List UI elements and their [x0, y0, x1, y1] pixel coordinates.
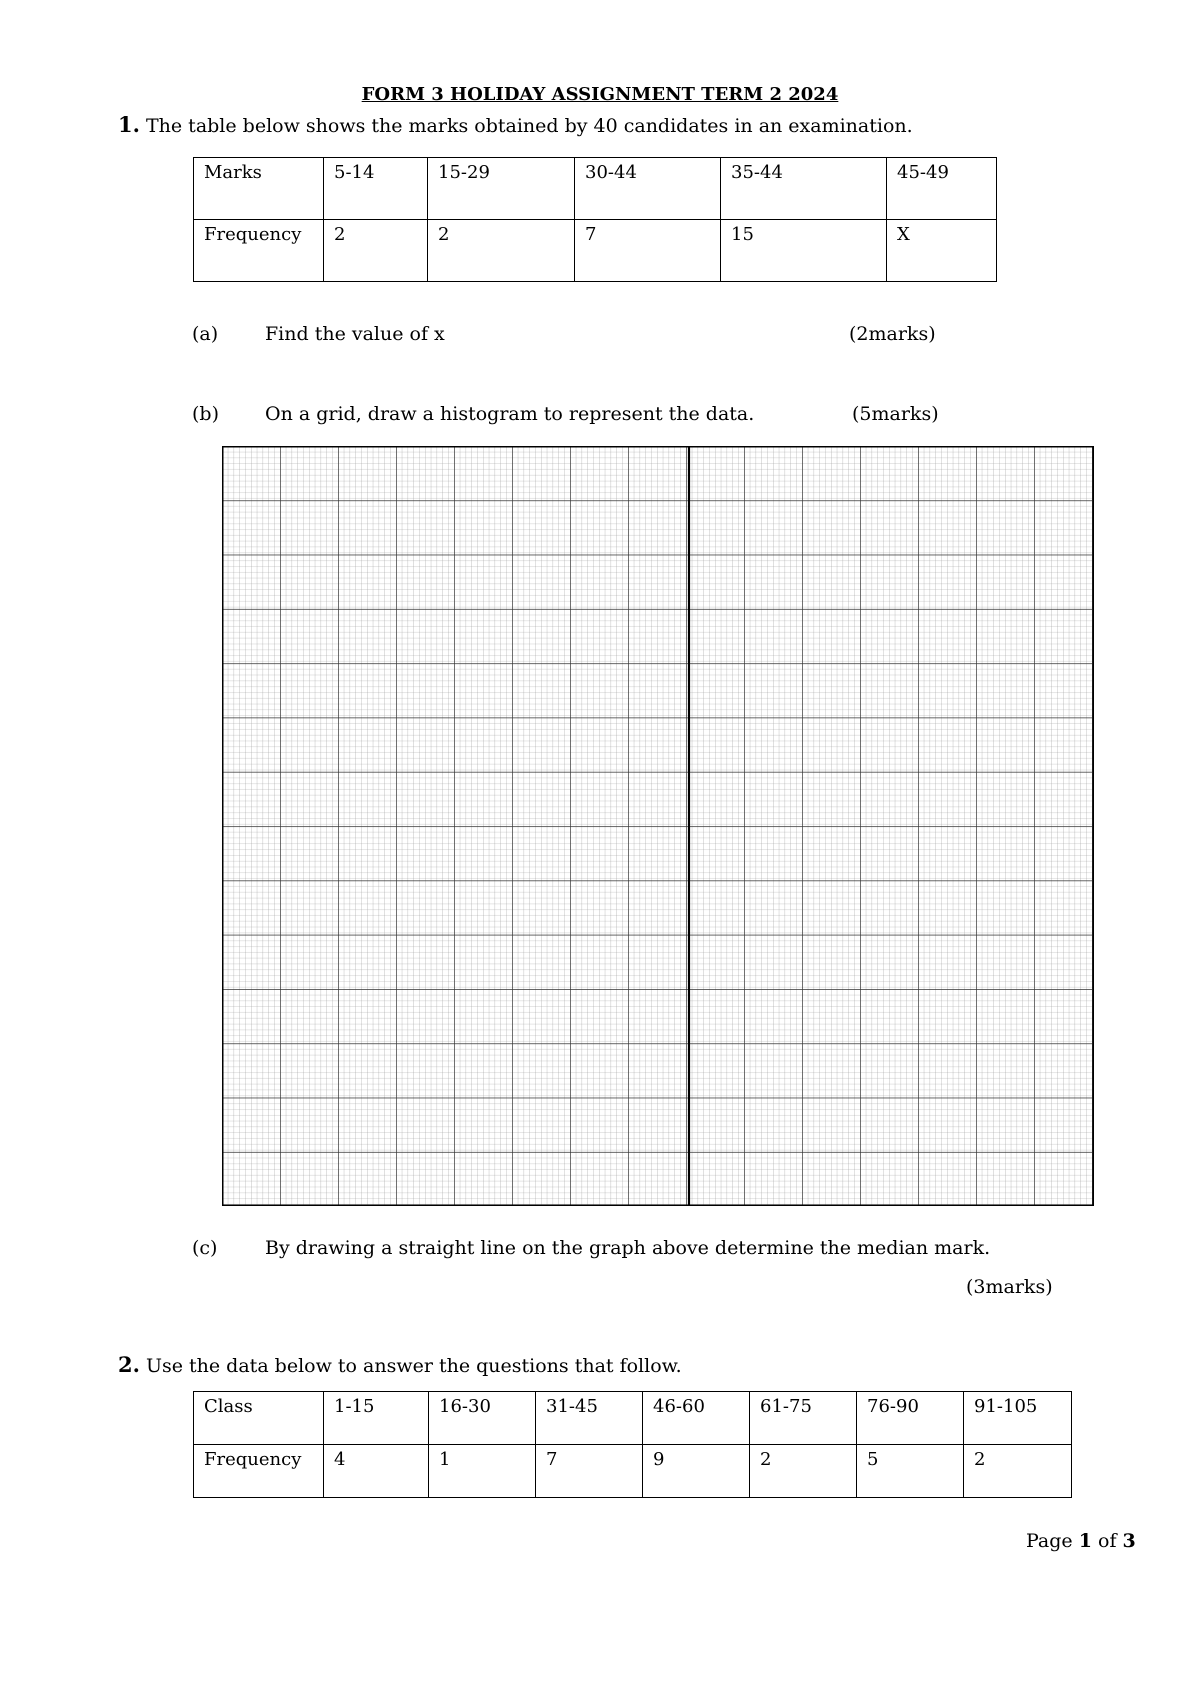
table-cell: 1 — [429, 1445, 536, 1498]
table-cell: 4 — [324, 1445, 429, 1498]
grid-squares — [222, 446, 1094, 1206]
question-1-number: 1. — [118, 112, 140, 137]
table-cell: Class — [194, 1392, 324, 1445]
page-title: FORM 3 HOLIDAY ASSIGNMENT TERM 2 2024 — [361, 84, 839, 105]
table-cell: 91-105 — [964, 1392, 1072, 1445]
class-frequency-table — [193, 1391, 1072, 1498]
table-cell: Marks — [194, 158, 324, 220]
current-page: 1 — [1078, 1530, 1092, 1552]
table-cell: 9 — [643, 1445, 750, 1498]
table-cell: 15-29 — [428, 158, 575, 220]
part-b-text: On a grid, draw a histogram to represent the data. — [265, 403, 755, 425]
table-cell: 35-44 — [721, 158, 887, 220]
table-cell: 45-49 — [887, 158, 997, 220]
part-a-marks: (2marks) — [849, 323, 936, 345]
table-cell: 15 — [721, 220, 887, 282]
table-cell: 5 — [857, 1445, 964, 1498]
part-b-label: (b) — [192, 403, 219, 425]
total-pages: 3 — [1122, 1530, 1136, 1552]
question-2 — [118, 1352, 682, 1377]
table-cell: Frequency — [194, 1445, 324, 1498]
table-cell: Frequency — [194, 220, 324, 282]
graph-paper-grid — [222, 446, 1094, 1206]
part-c-label: (c) — [192, 1237, 218, 1259]
part-c-text: By drawing a straight line on the graph above determine the median mark. — [265, 1237, 991, 1259]
of-word: of — [1098, 1530, 1117, 1552]
page-number — [1026, 1530, 1136, 1552]
table-cell: 76-90 — [857, 1392, 964, 1445]
table-cell: 5-14 — [324, 158, 428, 220]
marks-frequency-table — [193, 157, 997, 282]
part-a-text: Find the value of x — [265, 323, 445, 345]
table-cell: 2 — [964, 1445, 1072, 1498]
question-2-number: 2. — [118, 1352, 140, 1377]
question-2-text: Use the data below to answer the questions that follow. — [145, 1355, 682, 1377]
part-b-marks: (5marks) — [852, 403, 939, 425]
page-word: Page — [1026, 1530, 1073, 1552]
table-cell: 16-30 — [429, 1392, 536, 1445]
table-cell: 2 — [750, 1445, 857, 1498]
table-cell: 46-60 — [643, 1392, 750, 1445]
table-cell: 30-44 — [575, 158, 721, 220]
table-cell: 7 — [575, 220, 721, 282]
part-c-marks: (3marks) — [966, 1276, 1053, 1298]
table-cell: 31-45 — [536, 1392, 643, 1445]
table-cell: 1-15 — [324, 1392, 429, 1445]
table-cell: 7 — [536, 1445, 643, 1498]
table-cell: 2 — [428, 220, 575, 282]
table-cell: X — [887, 220, 997, 282]
table-cell: 2 — [324, 220, 428, 282]
table-cell: 61-75 — [750, 1392, 857, 1445]
part-a-label: (a) — [192, 323, 219, 345]
question-1-text: The table below shows the marks obtained by 40 candidates in an examination. — [145, 115, 913, 137]
question-1 — [118, 112, 913, 137]
